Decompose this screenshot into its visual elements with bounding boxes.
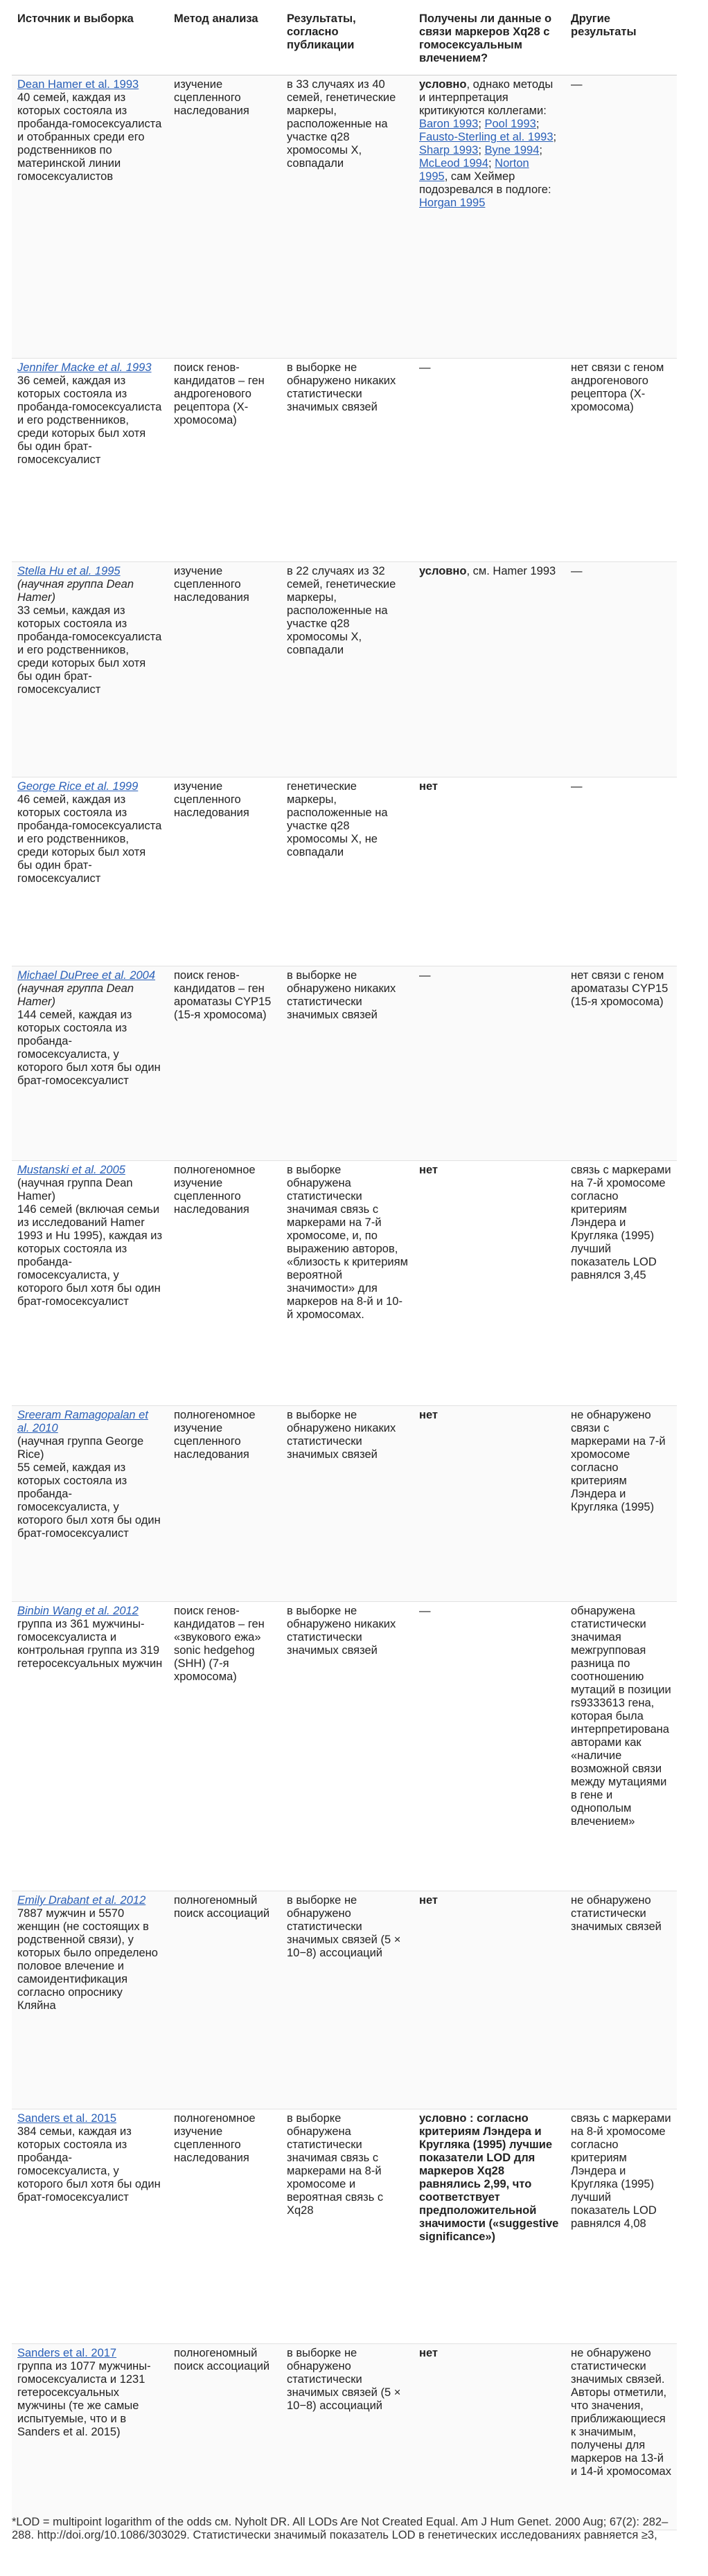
verdict: условно — [419, 78, 467, 91]
cell-other: нет связи с геном ароматазы CYP15 (15-я хромосома) — [565, 966, 677, 1161]
cell-source — [12, 2344, 168, 2530]
group-note: (научная группа George Rice) — [17, 1435, 144, 1461]
cell-xq28 — [414, 2344, 565, 2530]
cell-source — [12, 1602, 168, 1891]
critic-link[interactable]: Baron 1993 — [419, 118, 479, 130]
table-row — [12, 1161, 677, 1406]
study-link[interactable]: Mustanski et al. 2005 — [17, 1164, 125, 1176]
cell-results: в выборке обнаружена статистически значимая связь с маркерами на 8-й хромосоме и вероятная связь с Xq28 — [281, 2109, 414, 2344]
study-link[interactable]: Dean Hamer et al. 1993 — [17, 78, 139, 91]
verdict: нет — [419, 1409, 439, 1421]
cell-method: изучение сцепленного наследования — [168, 75, 281, 359]
header-other: Другие результаты — [565, 10, 677, 75]
cell-other: не обнаружено связи с маркерами на 7-й хромосоме согласно критериям Лэндера и Кругляка (1995) — [565, 1406, 677, 1602]
cell-method: поиск генов-кандидатов – ген ароматазы CYP15 (15-я хромосома) — [168, 966, 281, 1161]
verdict: нет — [419, 2347, 439, 2359]
cell-other: связь с маркерами на 7-й хромосоме согласно критериям Лэндера и Кругляка (1995) лучший показатель LOD равнялся 3,45 — [565, 1161, 677, 1406]
verdict: нет — [419, 1894, 439, 1907]
study-link[interactable]: Stella Hu et al. 1995 — [17, 565, 121, 577]
cell-other: нет связи с геном андрогенового рецептора (Х-хромосома) — [565, 359, 677, 562]
sample-text: 36 семей, каждая из которых состояла из пробанда-гомосексуалиста и его родственников, среди которых был хотя бы один брат-гомосексуалист — [17, 375, 162, 466]
critic-link[interactable]: Byne 1994 — [484, 144, 540, 156]
table-row — [12, 1406, 677, 1602]
table-row — [12, 2109, 677, 2344]
cell-xq28: — — [414, 1602, 565, 1891]
cell-source — [12, 2109, 168, 2344]
critic-link[interactable]: Pool 1993 — [484, 118, 536, 130]
cell-xq28 — [414, 2109, 565, 2344]
cell-method: изучение сцепленного наследования — [168, 777, 281, 966]
study-link[interactable]: Binbin Wang et al. 2012 — [17, 1605, 139, 1617]
header-source: Источник и выборка — [12, 10, 168, 75]
cell-results: в выборке не обнаружено никаких статистически значимых связей — [281, 359, 414, 562]
cell-other: — — [565, 75, 677, 359]
sample-text: группа из 361 мужчины-гомосексуалиста и контрольная группа из 319 гетеросексуальных мужчин — [17, 1618, 163, 1670]
cell-other: не обнаружено статистически значимых связей — [565, 1891, 677, 2109]
verdict: нет — [419, 1164, 439, 1176]
sample-text: группа из 1077 мужчины-гомосексуалиста и 1231 гетеросексуальных мужчины (те же самые испытуемые, что и в Sanders et al. 2015) — [17, 2360, 151, 2438]
cell-results: в выборке обнаружена статистически значимая связь с маркерами на 7-й хромосоме, и, по выражению авторов, «близость к критериям вероятной значимости» для маркеров на 8-й и 10-й хромосомах. — [281, 1161, 414, 1406]
header-results: Результаты, согласно публикации — [281, 10, 414, 75]
cell-xq28 — [414, 562, 565, 777]
cell-results: в выборке не обнаружено статистически значимых связей (5 × 10−8) ассоциаций — [281, 2344, 414, 2530]
sample-text: 146 семей (включая семьи из исследований Hamer 1993 и Hu 1995), каждая из которых состояла из пробанда-гомосексуалиста, у которого был хотя бы один брат-гомосексуалист — [17, 1203, 163, 1308]
cell-results: в 33 случаях из 40 семей, генетические маркеры, расположенные на участке q28 хромосомы Х, совпадали — [281, 75, 414, 359]
sample-text: 40 семей, каждая из которых состояла из пробанда-гомосексуалиста и отобранных среди его родственников по материнской линии гомосексуалистов — [17, 91, 162, 183]
footnote: *LOD = multipoint logarithm of the odds см. Nyholt DR. All LODs Are Not Created Equal. Am J Hum Genet. 2000 Aug; 67(2): 282–288. http://doi.org/10.1086/303029. Статистически значимый показатель LOD в генетических исследованиях равняется ≥3, — [12, 2516, 669, 2541]
group-note: (научная группа Dean Hamer) — [17, 982, 134, 1008]
horgan-link[interactable]: Horgan 1995 — [419, 197, 486, 209]
studies-table — [12, 10, 677, 2530]
cell-source — [12, 777, 168, 966]
header-method: Метод анализа — [168, 10, 281, 75]
table-row — [12, 1891, 677, 2109]
cell-xq28 — [414, 777, 565, 966]
table-row — [12, 966, 677, 1161]
verdict: условно : согласно критериям Лэндера и Кругляка (1995) лучшие показатели LOD для маркеров Xq28 равнялись 2,99, что соответствует предположительной значимости («suggestive significance») — [419, 2112, 559, 2243]
table-row — [12, 75, 677, 359]
table-row — [12, 777, 677, 966]
sample-text: 33 семьи, каждая из которых состояла из пробанда-гомосексуалиста и его родственников, среди которых был хотя бы один брат-гомосексуалист — [17, 604, 162, 696]
study-link[interactable]: Jennifer Macke et al. 1993 — [17, 361, 152, 374]
cell-other: — — [565, 777, 677, 966]
table-row — [12, 359, 677, 562]
verdict-tail: , сам Хеймер подозревался в подлоге: — [419, 170, 551, 196]
cell-xq28 — [414, 1891, 565, 2109]
cell-method: полногеномное изучение сцепленного наследования — [168, 1406, 281, 1602]
cell-method: полногеномный поиск ассоциаций — [168, 2344, 281, 2530]
cell-other: — — [565, 562, 677, 777]
study-link[interactable]: Sanders et al. 2017 — [17, 2347, 117, 2359]
sample-text: 46 семей, каждая из которых состояла из пробанда-гомосексуалиста и его родственников, среди которых был хотя бы один брат-гомосексуалист — [17, 793, 162, 885]
cell-source — [12, 1161, 168, 1406]
cell-source — [12, 1406, 168, 1602]
sample-text: 144 семей, каждая из которых состояла из пробанда-гомосексуалиста, у которого был хотя бы один брат-гомосексуалист — [17, 1009, 161, 1087]
cell-other: связь с маркерами на 8-й хромосоме согласно критериям Лэндера и Кругляка (1995) лучший показатель LOD равнялся 4,08 — [565, 2109, 677, 2344]
critic-link[interactable]: Norton 1995 — [419, 157, 529, 183]
cell-other: обнаружена статистически значимая межгрупповая разница по соотношению мутаций в позиции rs9333613 гена, которая была интерпретирована авторами как «наличие возможной связи между мутациями в гене и однополым влечением» — [565, 1602, 677, 1891]
cell-method: изучение сцепленного наследования — [168, 562, 281, 777]
verdict: нет — [419, 780, 439, 793]
table-header-row — [12, 10, 677, 75]
group-note: (научная группа Dean Hamer) — [17, 1177, 133, 1203]
sample-text: 55 семей, каждая из которых состояла из пробанда-гомосексуалиста, у которого был хотя бы один брат-гомосексуалист — [17, 1461, 161, 1540]
critic-link[interactable]: Sharp 1993 — [419, 144, 479, 156]
study-link[interactable]: George Rice et al. 1999 — [17, 780, 139, 793]
cell-results: в выборке не обнаружено статистически значимых связей (5 × 10−8) ассоциаций — [281, 1891, 414, 2109]
cell-source — [12, 75, 168, 359]
cell-xq28: — — [414, 359, 565, 562]
study-link[interactable]: Sreeram Ramagopalan et al. 2010 — [17, 1409, 148, 1434]
study-link[interactable]: Michael DuPree et al. 2004 — [17, 969, 156, 982]
table-row — [12, 2344, 677, 2530]
verdict-note: , однако методы и интерпретация критикуются коллегами: — [419, 78, 554, 117]
verdict-note: , см. Hamer 1993 — [466, 565, 556, 577]
cell-xq28 — [414, 1161, 565, 1406]
critic-link[interactable]: McLeod 1994 — [419, 157, 488, 170]
cell-method: поиск генов-кандидатов – ген андрогенового рецептора (Х-хромосома) — [168, 359, 281, 562]
cell-method: полногеномное изучение сцепленного наследования — [168, 1161, 281, 1406]
cell-other: не обнаружено статистически значимых связей. Авторы отметили, что значения, приближающиеся к значимым, получены для маркеров на 13-й и 14-й хромосомах — [565, 2344, 677, 2530]
cell-source — [12, 562, 168, 777]
cell-results: в выборке не обнаружено никаких статистически значимых связей — [281, 966, 414, 1161]
critic-link[interactable]: Fausto-Sterling et al. 1993 — [419, 131, 554, 143]
cell-results: в выборке не обнаружено никаких статистически значимых связей — [281, 1602, 414, 1891]
cell-xq28: — — [414, 966, 565, 1161]
cell-source — [12, 966, 168, 1161]
cell-method: полногеномное изучение сцепленного наследования — [168, 2109, 281, 2344]
cell-method: полногеномный поиск ассоциаций — [168, 1891, 281, 2109]
study-link[interactable]: Sanders et al. 2015 — [17, 2112, 117, 2125]
group-note: (научная группа Dean Hamer) — [17, 578, 134, 604]
cell-results: в 22 случаях из 32 семей, генетические маркеры, расположенные на участке q28 хромосомы Х, совпадали — [281, 562, 414, 777]
cell-source — [12, 1891, 168, 2109]
study-link[interactable]: Emily Drabant et al. 2012 — [17, 1894, 146, 1907]
cell-results: в выборке не обнаружено никаких статистически значимых связей — [281, 1406, 414, 1602]
cell-method: поиск генов-кандидатов – ген «звукового ежа» sonic hedgehog (SHH) (7-я хромосома) — [168, 1602, 281, 1891]
table-row — [12, 1602, 677, 1891]
cell-xq28 — [414, 1406, 565, 1602]
cell-results: генетические маркеры, расположенные на участке q28 хромосомы Х, не совпадали — [281, 777, 414, 966]
sample-text: 384 семьи, каждая из которых состояла из пробанда-гомосексуалиста, у которого был хотя бы один брат-гомосексуалист — [17, 2125, 161, 2204]
header-xq28: Получены ли данные о связи маркеров Xq28 с гомосексуальным влечением? — [414, 10, 565, 75]
cell-source — [12, 359, 168, 562]
sample-text: 7887 мужчин и 5570 женщин (не состоящих в родственной связи), у которых было определено половое влечение и самоидентификация согласно опроснику Кляйна — [17, 1907, 158, 2012]
cell-xq28: условно, однако методы и интерпретация критикуются коллегами: Baron 1993; Pool 1993; Fausto-Sterling et al. 1993; Sharp 1993; Byne 1994; McLeod 1994; Norton 1995, сам Хеймер подозревался в подлоге: Horgan 1995 — [414, 75, 565, 359]
table-row — [12, 562, 677, 777]
verdict: условно — [419, 565, 467, 577]
